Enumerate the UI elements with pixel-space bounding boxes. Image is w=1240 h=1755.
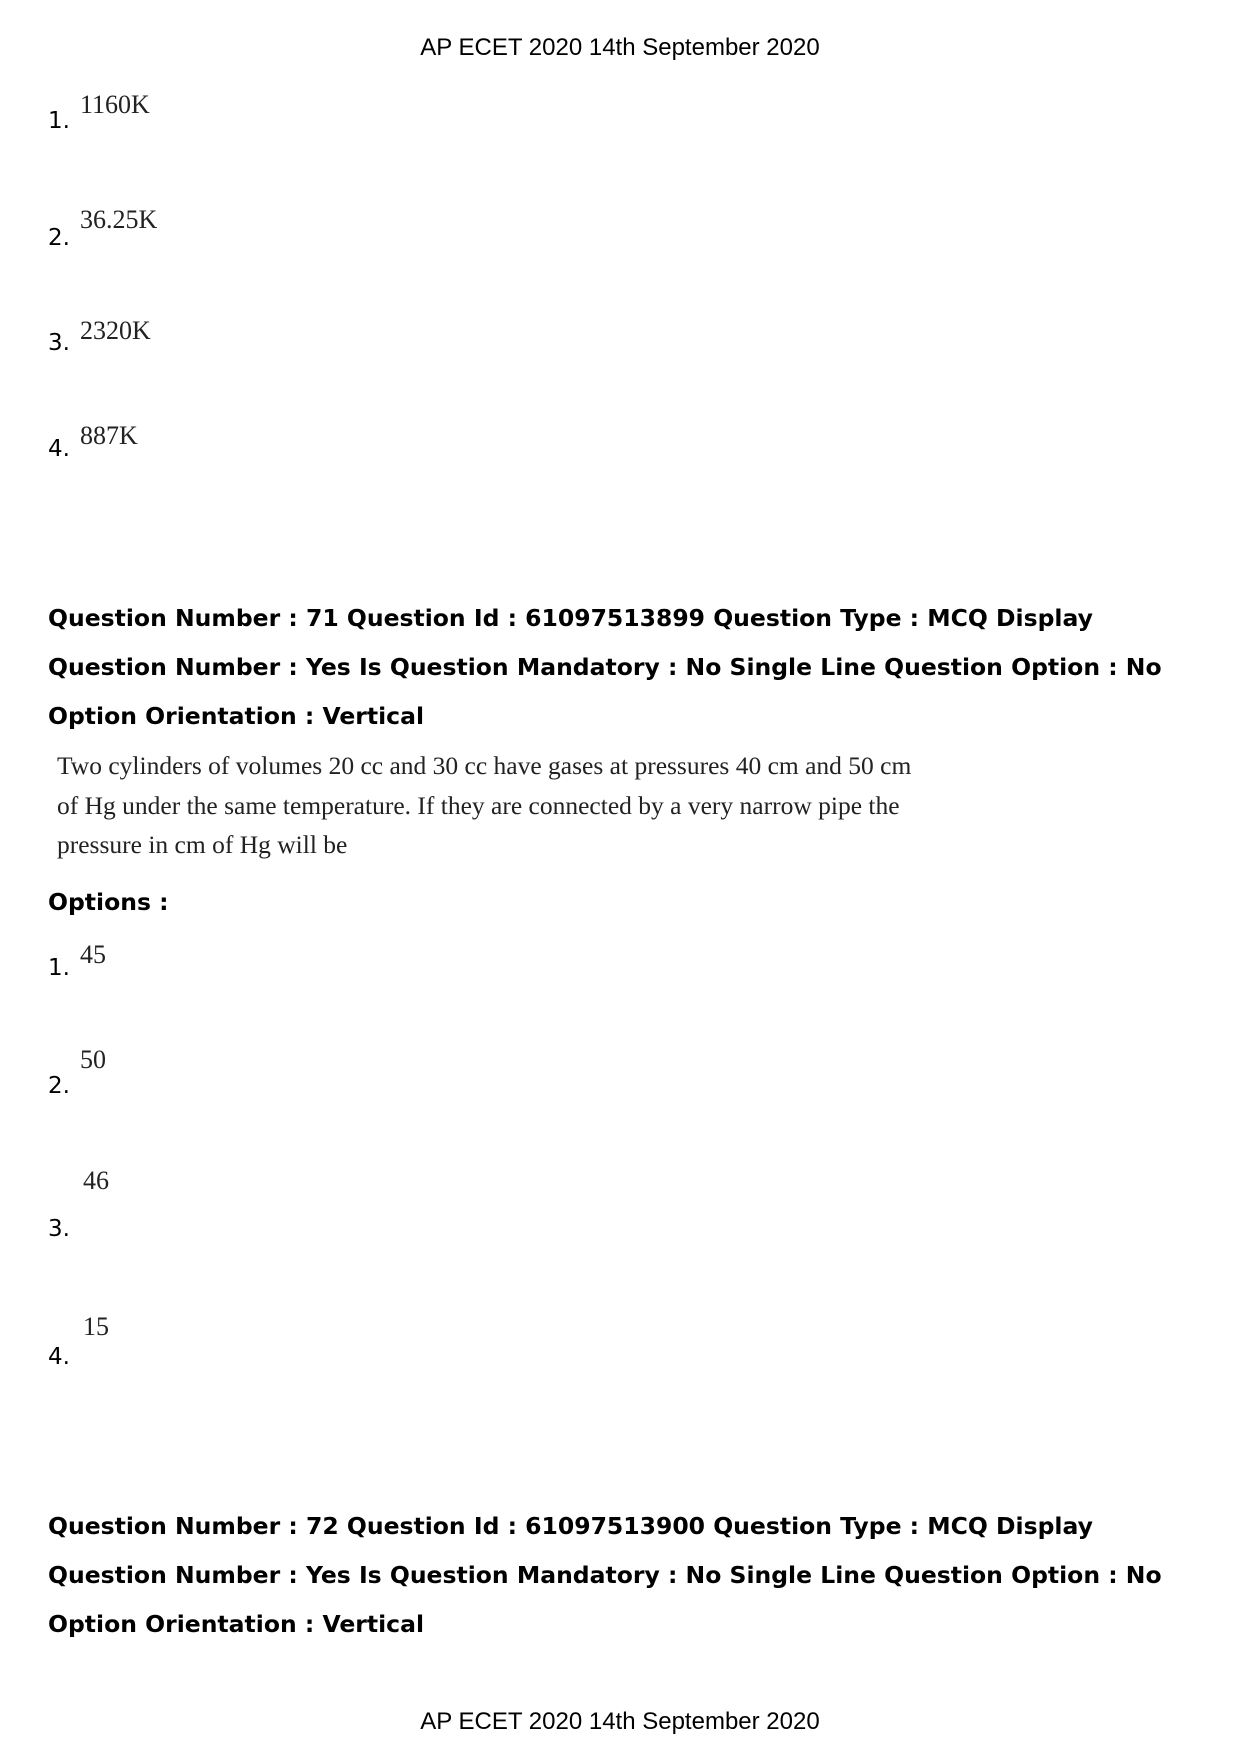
option-value: 45 — [80, 940, 106, 969]
question-71-text: Two cylinders of volumes 20 cc and 30 cc have gases at pressures 40 cm and 50 cm of Hg under the same temperature. If they are connected by a very narrow pipe the pressure in cm of Hg will be — [57, 751, 912, 859]
option-number: 2. — [48, 1073, 70, 1099]
option-number: 1. — [48, 108, 70, 134]
question-71-meta: Question Number : 71 Question Id : 61097513899 Question Type : MCQ Display Question Number : Yes Is Question Mandatory : No Single Line Question Option : No Option Orientation : Vertical — [48, 604, 1162, 730]
option-value: 887K — [80, 421, 138, 450]
option-number: 4. — [48, 436, 70, 462]
question-72-meta: Question Number : 72 Question Id : 61097513900 Question Type : MCQ Display Question Number : Yes Is Question Mandatory : No Single Line Question Option : No Option Orientation : Vertical — [48, 1512, 1162, 1638]
page-header: AP ECET 2020 14th September 2020 — [420, 34, 820, 61]
option-number: 3. — [48, 1216, 70, 1242]
option-value: 2320K — [80, 316, 151, 345]
option-number: 4. — [48, 1344, 70, 1370]
option-value: 50 — [80, 1045, 106, 1074]
option-value: 46 — [83, 1166, 109, 1195]
page-footer: AP ECET 2020 14th September 2020 — [420, 1708, 820, 1735]
options-label: Options : — [48, 888, 169, 916]
option-number: 2. — [48, 225, 70, 251]
option-value: 1160K — [80, 90, 150, 119]
option-value: 36.25K — [80, 205, 158, 234]
option-value: 15 — [83, 1312, 109, 1341]
option-number: 3. — [48, 330, 70, 356]
option-number: 1. — [48, 955, 70, 981]
